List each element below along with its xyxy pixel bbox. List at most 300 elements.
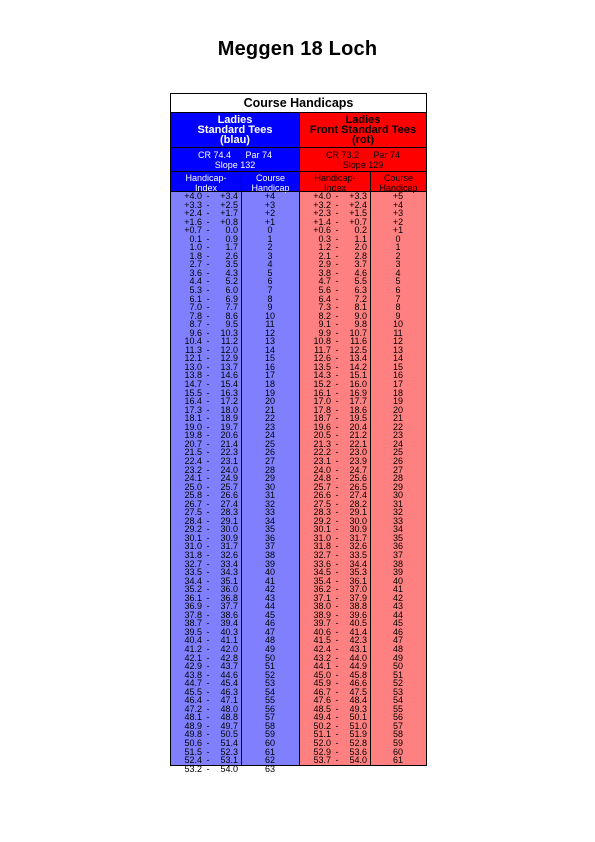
red-index-from: 29.2 — [313, 515, 331, 526]
blue-index-from: +0.7 — [184, 225, 202, 236]
red-index-to: 23.9 — [349, 455, 367, 466]
red-course-handicap: 29 — [392, 481, 403, 492]
blue-index-from: 15.5 — [184, 387, 202, 398]
red-course-handicap: 28 — [392, 473, 403, 484]
blue-index-dash: - — [206, 515, 210, 526]
blue-course-handicap: +2 — [264, 208, 276, 219]
blue-index-dash: - — [206, 481, 210, 492]
blue-index-dash: - — [206, 242, 210, 253]
red-course-handicap: 11 — [393, 327, 403, 338]
red-index-to: 6.3 — [354, 285, 367, 296]
red-course-handicap: 46 — [392, 626, 403, 637]
red-index-dash: - — [335, 584, 339, 595]
blue-index-to: 19.7 — [220, 421, 238, 432]
blue-index-to: 1.7 — [225, 242, 238, 253]
blue-index-dash: - — [206, 344, 210, 355]
blue-index-to: 5.2 — [225, 276, 238, 287]
red-course-handicap: 57 — [392, 720, 403, 731]
blue-index-dash: - — [206, 327, 210, 338]
red-index-dash: - — [335, 524, 339, 535]
red-index-from: 33.6 — [313, 558, 331, 569]
red-index-to: 18.6 — [349, 404, 367, 415]
red-course-handicap: 9 — [395, 310, 401, 321]
blue-course-handicap: 39 — [264, 558, 275, 569]
red-index-dash: - — [335, 310, 339, 321]
blue-index-to: 52.3 — [220, 746, 238, 757]
blue-course-handicap: 41 — [264, 575, 275, 586]
red-index-to: 16.0 — [349, 379, 367, 390]
red-index-from: 14.3 — [313, 370, 331, 381]
blue-index-from: 13.8 — [184, 370, 202, 381]
blue-index-to: 4.3 — [225, 267, 238, 278]
red-index-dash: - — [335, 515, 339, 526]
blue-column-divider — [241, 191, 242, 765]
blue-index-dash: - — [206, 609, 210, 620]
blue-course-handicap: 22 — [264, 413, 275, 424]
red-index-from: 30.1 — [313, 524, 331, 535]
blue-index-from: 12.1 — [184, 353, 202, 364]
blue-index-dash: - — [206, 643, 210, 654]
blue-course-handicap: 42 — [264, 584, 275, 595]
blue-index-from: 46.4 — [184, 695, 202, 706]
red-index-dash: - — [335, 225, 339, 236]
blue-index-to: 24.9 — [220, 473, 238, 484]
red-index-from: 42.4 — [313, 643, 331, 654]
red-index-from: +2.3 — [313, 208, 331, 219]
red-course-rating: CR 73.2 — [325, 150, 359, 160]
red-index-to: 13.4 — [349, 353, 367, 364]
blue-index-to: 53.1 — [220, 755, 238, 766]
blue-index-dash: - — [206, 524, 210, 535]
blue-course-handicap: 43 — [264, 592, 275, 603]
blue-index-dash: - — [206, 199, 210, 210]
blue-index-to: 6.9 — [225, 293, 238, 304]
red-index-to: 30.9 — [349, 524, 367, 535]
red-course-handicap: 3 — [395, 259, 401, 270]
red-index-to: 44.9 — [349, 661, 367, 672]
blue-index-dash: - — [206, 267, 210, 278]
blue-index-dash: - — [206, 319, 210, 330]
blue-index-to: 49.7 — [220, 720, 238, 731]
red-course-handicap: 44 — [392, 609, 403, 620]
blue-tees-heading — [171, 113, 299, 147]
red-index-from: 1.2 — [318, 242, 331, 253]
blue-index-dash: - — [206, 430, 210, 441]
red-index-from: 10.8 — [313, 336, 331, 347]
red-index-to: 44.0 — [349, 652, 367, 663]
blue-course-handicap-header — [241, 172, 299, 191]
red-index-dash: - — [335, 575, 339, 586]
blue-index-from: 52.4 — [184, 755, 202, 766]
blue-course-handicap: 38 — [264, 549, 275, 560]
red-index-from: 15.2 — [313, 379, 331, 390]
red-index-dash: - — [335, 438, 339, 449]
red-heading-line-2: Front Standard Tees — [309, 124, 417, 136]
red-course-handicap: 35 — [392, 532, 403, 543]
red-index-to: 23.0 — [349, 447, 367, 458]
blue-index-to: 9.5 — [225, 319, 238, 330]
red-column-headers — [300, 171, 426, 191]
red-course-handicap: +2 — [392, 216, 404, 227]
blue-index-to: 47.1 — [220, 695, 238, 706]
red-index-to: 22.1 — [349, 438, 367, 449]
blue-index-to: 6.0 — [225, 285, 238, 296]
blue-index-from: 36.9 — [184, 601, 202, 612]
red-index-to: 7.2 — [354, 293, 367, 304]
blue-index-from: +1.6 — [184, 216, 202, 227]
blue-index-to: 43.7 — [220, 661, 238, 672]
blue-course-handicap: +1 — [264, 216, 276, 227]
blue-index-dash: - — [206, 695, 210, 706]
blue-course-handicap: 50 — [264, 652, 275, 663]
blue-index-dash: - — [206, 686, 210, 697]
red-course-handicap: +1 — [392, 225, 404, 236]
red-index-dash: - — [335, 567, 339, 578]
red-index-to: 31.7 — [349, 532, 367, 543]
blue-index-dash: - — [206, 464, 210, 475]
red-index-to: 9.0 — [354, 310, 367, 321]
red-index-dash: - — [335, 267, 339, 278]
red-course-handicap: 10 — [392, 319, 403, 330]
blue-index-dash: - — [206, 455, 210, 466]
red-index-from: 2.9 — [318, 259, 331, 270]
red-index-from: 20.5 — [313, 430, 331, 441]
red-index-from: 17.8 — [313, 404, 331, 415]
blue-index-to: 25.7 — [220, 481, 238, 492]
blue-course-handicap: 56 — [264, 703, 275, 714]
red-index-from: 23.1 — [313, 455, 331, 466]
red-index-dash: - — [335, 592, 339, 603]
blue-course-handicap: 19 — [264, 387, 275, 398]
blue-index-dash: - — [206, 285, 210, 296]
red-index-dash: - — [335, 601, 339, 612]
blue-index-to: 39.4 — [220, 618, 238, 629]
red-index-dash: - — [335, 199, 339, 210]
red-course-handicap: 18 — [392, 387, 403, 398]
red-index-from: 47.6 — [313, 695, 331, 706]
red-course-handicap: 25 — [392, 447, 403, 458]
blue-index-from: 35.2 — [184, 584, 202, 595]
red-course-handicap: 33 — [392, 515, 403, 526]
blue-par: Par 74 — [245, 150, 273, 160]
blue-index-from: 51.5 — [184, 746, 202, 757]
blue-course-handicap: 0 — [267, 225, 273, 236]
blue-index-from: 49.8 — [184, 729, 202, 740]
red-index-to: 43.1 — [349, 643, 367, 654]
blue-index-from: 29.2 — [184, 524, 202, 535]
blue-course-handicap: 34 — [264, 515, 275, 526]
blue-index-dash: - — [206, 763, 210, 774]
blue-index-from: 38.7 — [184, 618, 202, 629]
blue-index-dash: - — [206, 191, 210, 201]
red-course-handicap: 23 — [392, 430, 403, 441]
red-course-handicap: +3 — [392, 208, 404, 219]
blue-ch-header-line-1: Course — [255, 173, 285, 183]
red-course-handicap: +4 — [392, 199, 404, 210]
red-course-handicap: 45 — [392, 618, 403, 629]
red-index-to: 51.9 — [349, 729, 367, 740]
blue-course-handicap: 1 — [267, 233, 273, 244]
red-index-dash: - — [335, 635, 339, 646]
red-index-to: 39.6 — [349, 609, 367, 620]
red-index-from: 6.4 — [318, 293, 331, 304]
red-index-dash: - — [335, 430, 339, 441]
blue-index-dash: - — [206, 746, 210, 757]
blue-index-from: 47.2 — [184, 703, 202, 714]
blue-index-to: 14.6 — [220, 370, 238, 381]
blue-index-from: 18.1 — [184, 413, 202, 424]
blue-index-to: +2.5 — [220, 199, 238, 210]
red-index-dash: - — [335, 302, 339, 313]
red-index-from: 18.7 — [313, 413, 331, 424]
blue-index-from: 45.5 — [184, 686, 202, 697]
red-course-handicap: 15 — [392, 361, 403, 372]
blue-index-to: 24.0 — [220, 464, 238, 475]
blue-index-from: 33.5 — [184, 567, 202, 578]
blue-index-to: 2.6 — [225, 250, 238, 261]
blue-index-from: 0.1 — [189, 233, 202, 244]
red-column-divider — [370, 191, 371, 765]
red-course-handicap: 54 — [392, 695, 403, 706]
blue-course-handicap: 49 — [264, 643, 275, 654]
blue-index-dash: - — [206, 216, 210, 227]
blue-index-dash: - — [206, 498, 210, 509]
red-index-from: 50.2 — [313, 720, 331, 731]
blue-course-handicap: 16 — [264, 361, 275, 372]
blue-index-dash: - — [206, 738, 210, 748]
blue-index-from: 27.5 — [184, 507, 202, 518]
blue-index-from: 19.0 — [184, 421, 202, 432]
red-index-dash: - — [335, 678, 339, 689]
blue-index-from: 48.1 — [184, 712, 202, 723]
red-index-from: 34.5 — [313, 567, 331, 578]
blue-index-to: 37.7 — [220, 601, 238, 612]
blue-index-dash: - — [206, 652, 210, 663]
blue-index-to: 54.0 — [220, 763, 238, 774]
red-index-dash: - — [335, 370, 339, 381]
red-index-to: 30.0 — [349, 515, 367, 526]
red-index-from: 25.7 — [313, 481, 331, 492]
red-index-dash: - — [335, 447, 339, 458]
blue-ch-header-line-2: Handicap — [251, 183, 290, 193]
blue-index-dash: - — [206, 250, 210, 261]
red-index-to: 24.7 — [349, 464, 367, 475]
blue-index-from: 42.1 — [184, 652, 202, 663]
blue-heading-line-2: Standard Tees — [197, 124, 273, 136]
red-course-handicap: 41 — [392, 584, 403, 595]
blue-index-from: 44.7 — [184, 678, 202, 689]
blue-index-to: 36.0 — [220, 584, 238, 595]
red-index-from: 28.3 — [313, 507, 331, 518]
blue-course-handicap: 51 — [264, 661, 275, 672]
blue-index-to: 48.0 — [220, 703, 238, 714]
red-index-to: 4.6 — [354, 267, 367, 278]
blue-table-row — [171, 765, 299, 774]
blue-index-to: 16.3 — [220, 387, 238, 398]
blue-index-from: 13.0 — [184, 361, 202, 372]
blue-course-handicap: 37 — [264, 541, 275, 552]
blue-course-handicap: 54 — [264, 686, 275, 697]
blue-course-handicap: 35 — [264, 524, 275, 535]
red-index-from: 38.9 — [313, 609, 331, 620]
red-index-from: 4.7 — [318, 276, 331, 287]
red-course-handicap: 43 — [392, 601, 403, 612]
red-index-from: 21.3 — [313, 438, 331, 449]
red-index-from: +3.2 — [313, 199, 331, 210]
red-index-to: 2.8 — [354, 250, 367, 261]
red-index-to: 19.5 — [349, 413, 367, 424]
red-course-handicap: 51 — [392, 669, 403, 680]
red-course-handicap: 58 — [392, 729, 403, 740]
red-index-dash: - — [335, 242, 339, 253]
blue-index-dash: - — [206, 729, 210, 740]
red-index-to: 17.7 — [349, 396, 367, 407]
red-tees-column — [299, 113, 426, 765]
red-index-dash: - — [335, 396, 339, 407]
red-index-to: 50.1 — [349, 712, 367, 723]
blue-index-dash: - — [206, 549, 210, 560]
red-index-dash: - — [335, 250, 339, 261]
red-index-to: 21.2 — [349, 430, 367, 441]
red-index-to: 36.1 — [349, 575, 367, 586]
blue-index-to: +0.8 — [220, 216, 238, 227]
red-index-from: +1.4 — [313, 216, 331, 227]
red-index-dash: - — [335, 558, 339, 569]
red-index-dash: - — [335, 712, 339, 723]
blue-index-from: 4.4 — [189, 276, 202, 287]
red-index-from: 31.0 — [313, 532, 331, 543]
blue-index-from: +3.3 — [184, 199, 202, 210]
red-index-dash: - — [335, 481, 339, 492]
blue-index-from: 40.4 — [184, 635, 202, 646]
blue-index-from: 50.6 — [184, 738, 202, 748]
blue-course-handicap: 45 — [264, 609, 275, 620]
blue-index-to: 18.9 — [220, 413, 238, 424]
blue-course-handicap: 12 — [264, 327, 275, 338]
blue-course-handicap: 13 — [264, 336, 275, 347]
blue-index-from: 31.0 — [184, 541, 202, 552]
red-course-handicap: 13 — [392, 344, 403, 355]
red-index-from: 52.0 — [313, 738, 331, 748]
red-index-to: 47.5 — [349, 686, 367, 697]
red-index-from: 7.3 — [318, 302, 331, 313]
blue-index-to: +1.7 — [220, 208, 238, 219]
red-index-to: 41.4 — [349, 626, 367, 637]
blue-column-headers — [171, 171, 299, 191]
blue-index-dash: - — [206, 618, 210, 629]
red-index-from: +4.0 — [313, 191, 331, 201]
red-index-dash: - — [335, 208, 339, 219]
red-course-handicap: 0 — [395, 233, 401, 244]
red-rows — [300, 191, 426, 765]
red-course-handicap: 37 — [392, 549, 403, 560]
red-index-dash: - — [335, 285, 339, 296]
blue-index-to: 48.8 — [220, 712, 238, 723]
red-index-to: 9.8 — [354, 319, 367, 330]
blue-index-from: 36.1 — [184, 592, 202, 603]
blue-index-dash: - — [206, 302, 210, 313]
blue-course-handicap: 57 — [264, 712, 275, 723]
blue-index-to: 46.3 — [220, 686, 238, 697]
red-index-dash: - — [335, 379, 339, 390]
red-index-from: 45.0 — [313, 669, 331, 680]
red-index-from: 9.9 — [318, 327, 331, 338]
red-index-from: 13.5 — [313, 361, 331, 372]
blue-course-handicap: 55 — [264, 695, 275, 706]
red-index-header-line-1: Handicap- — [314, 173, 356, 183]
red-index-dash: - — [335, 319, 339, 330]
blue-course-handicap: 14 — [264, 344, 275, 355]
red-index-to: 37.9 — [349, 592, 367, 603]
blue-course-handicap: 32 — [264, 498, 275, 509]
blue-index-dash: - — [206, 413, 210, 424]
red-course-handicap: 24 — [392, 438, 403, 449]
blue-course-handicap: 11 — [265, 319, 275, 330]
blue-index-to: 45.4 — [220, 678, 238, 689]
red-index-to: 8.1 — [354, 302, 367, 313]
red-index-dash: - — [335, 669, 339, 680]
red-index-to: 38.8 — [349, 601, 367, 612]
red-course-handicap: 50 — [392, 661, 403, 672]
blue-index-to: 23.1 — [220, 455, 238, 466]
blue-index-to: 51.4 — [220, 738, 238, 748]
red-course-handicap: 4 — [395, 267, 401, 278]
blue-index-from: 42.9 — [184, 661, 202, 672]
red-course-rating-box — [300, 147, 426, 171]
blue-index-dash: - — [206, 276, 210, 287]
blue-index-from: 22.4 — [184, 455, 202, 466]
blue-index-to: 17.2 — [220, 396, 238, 407]
red-index-to: 11.6 — [350, 336, 367, 347]
blue-index-from: 21.5 — [184, 447, 202, 458]
red-index-to: 51.0 — [349, 720, 367, 731]
red-index-dash: - — [335, 609, 339, 620]
blue-course-handicap: 18 — [264, 379, 275, 390]
red-index-to: 3.7 — [354, 259, 367, 270]
red-index-from: 53.7 — [313, 755, 331, 766]
red-course-handicap: 47 — [392, 635, 403, 646]
red-index-to: 37.0 — [349, 584, 367, 595]
blue-index-from: 31.8 — [184, 549, 202, 560]
blue-index-to: 35.1 — [220, 575, 238, 586]
red-index-from: 44.1 — [313, 661, 331, 672]
red-index-from: 26.6 — [313, 490, 331, 501]
blue-index-dash: - — [206, 541, 210, 552]
blue-index-dash: - — [206, 370, 210, 381]
blue-tees-column — [171, 113, 299, 774]
red-index-to: 42.3 — [349, 635, 367, 646]
red-index-dash: - — [335, 404, 339, 415]
blue-course-handicap: 28 — [264, 464, 275, 475]
blue-course-handicap: 44 — [264, 601, 275, 612]
blue-index-to: 44.6 — [220, 669, 238, 680]
blue-index-from: 24.1 — [184, 473, 202, 484]
blue-course-handicap: 9 — [267, 302, 273, 313]
blue-course-handicap: 30 — [264, 481, 275, 492]
red-index-to: 29.1 — [349, 507, 367, 518]
blue-index-from: 1.8 — [189, 250, 202, 261]
blue-index-dash: - — [206, 233, 210, 244]
blue-index-from: 39.5 — [184, 626, 202, 637]
blue-index-from: 26.7 — [184, 498, 202, 509]
blue-index-to: 22.3 — [220, 447, 238, 458]
blue-course-handicap: 7 — [267, 285, 273, 296]
blue-course-handicap: 53 — [264, 678, 275, 689]
red-course-handicap: 59 — [392, 738, 403, 748]
red-index-dash: - — [335, 233, 339, 244]
blue-index-from: 17.3 — [184, 404, 202, 415]
blue-course-handicap: 5 — [267, 267, 273, 278]
